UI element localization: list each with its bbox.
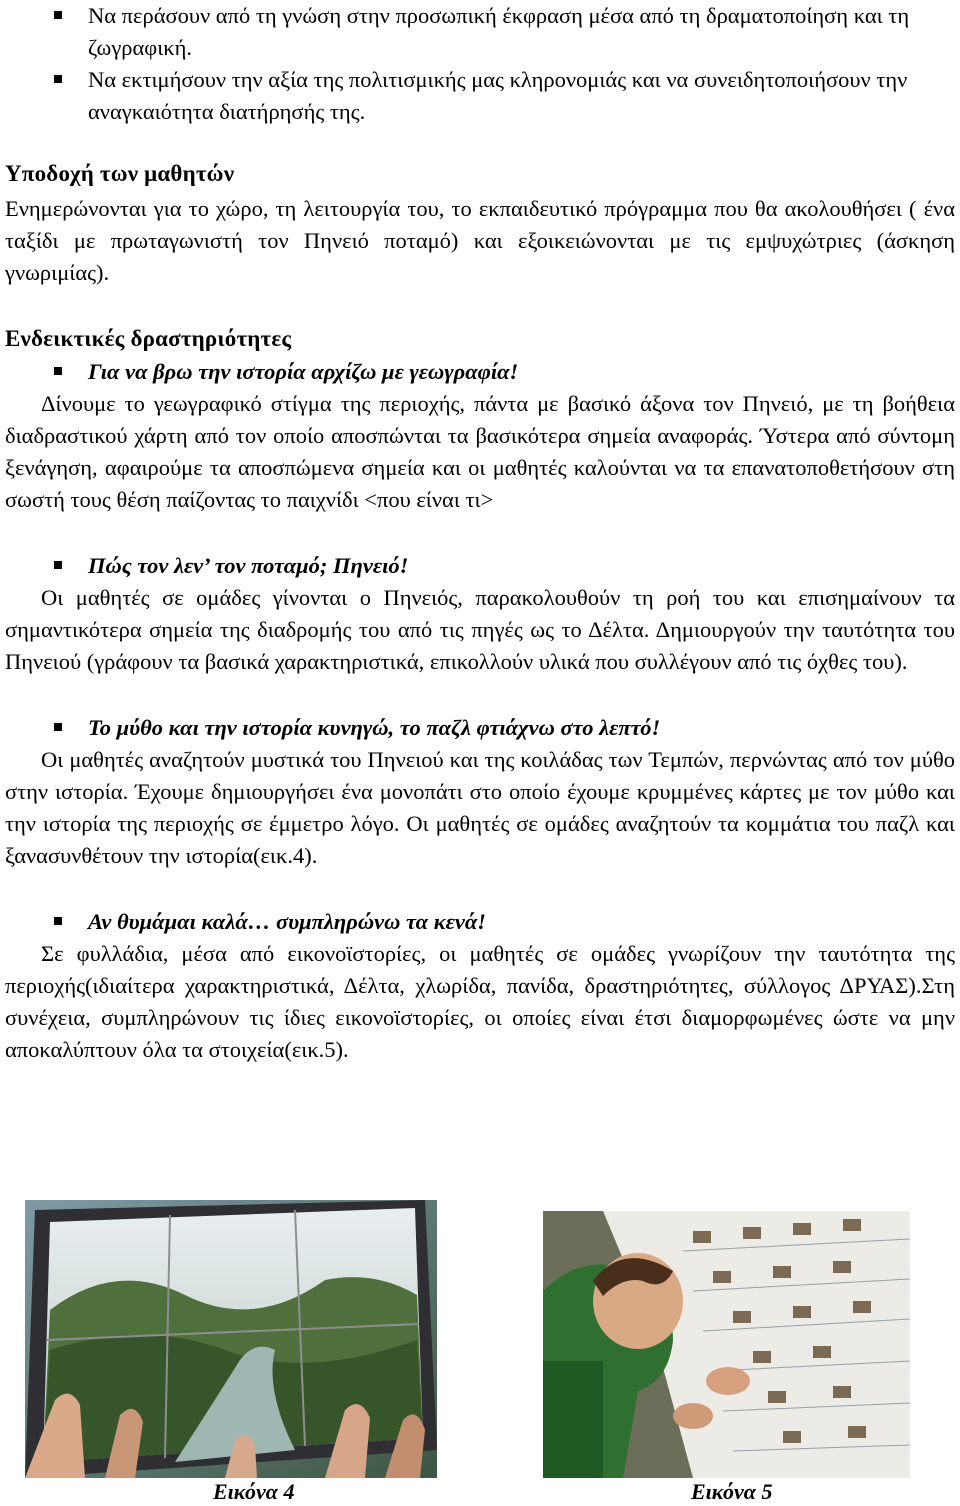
activities-heading: Ενδεικτικές δραστηριότητες [5, 326, 292, 351]
reception-heading: Υποδοχή των μαθητών [5, 161, 235, 186]
activity-2-heading: Πώς τον λεν’ τον ποταμό; Πηνειό! [5, 550, 955, 582]
reception-paragraph: Ενημερώνονται για το χώρο, τη λειτουργία του, το εκπαιδευτικό πρόγραμμα που θα ακολουθήσει ( ένα ταξίδι με πρωταγωνιστή τον Πηνειό ποταμό) και εξοικειώνονται με τις εμψυχώτριες (άσκηση γνωριμίας). [5, 196, 955, 285]
child-board-photo [543, 1211, 910, 1478]
poster-river-photo [25, 1200, 437, 1478]
intro-bullet-2: Να εκτιμήσουν την αξία της πολιτισμικής μας κληρονομιάς και να συνειδητοποιήσουν την αναγκαιότητα διατήρησής της. [5, 64, 955, 128]
figure-4-caption: Εικόνα 4 [213, 1479, 295, 1504]
figure-4-photo [25, 1200, 437, 1478]
figure-5-photo [543, 1211, 910, 1478]
intro-bullet-1: Να περάσουν από τη γνώση στην προσωπική έκφραση μέσα από τη δραματοποίηση και τη ζωγραφική. [5, 0, 955, 64]
figure-5-caption: Εικόνα 5 [691, 1479, 773, 1504]
activity-4-heading: Αν θυμάμαι καλά… συμπληρώνω τα κενά! [5, 906, 955, 938]
figures-row [5, 1200, 960, 1506]
activity-1-paragraph: Δίνουμε το γεωγραφικό στίγμα της περιοχής, πάντα με βασικό άξονα τον Πηνειό, με τη βοήθεια διαδραστικού χάρτη από τον οποίο αποσπώνται τα βασικότερα σημεία αναφοράς. Ύστερα από σύντομη ξενάγηση, αφαιρούμε τα αποσπώμενα σημεία και οι μαθητές καλούνται να τα επανατοποθετήσουν στη σωστή τους θέση παίζοντας το παιχνίδι <που είναι τι> [5, 391, 955, 512]
activity-2-paragraph: Οι μαθητές σε ομάδες γίνονται ο Πηνειός, παρακολουθούν τη ροή του και επισημαίνουν τα σημαντικότερα σημεία της διαδρομής του από τις πηγές ως το Δέλτα. Δημιουργούν την ταυτότητα του Πηνειού (γράφουν τα βασικά χαρακτηριστικά, επικολλούν υλικά που συλλέγουν από τις όχθες του). [5, 585, 955, 674]
activity-4-paragraph: Σε φυλλάδια, μέσα από εικονοϊστορίες, οι μαθητές σε ομάδες γνωρίζουν την ταυτότητα της περιοχής(ιδιαίτερα χαρακτηριστικά, Δέλτα, χλωρίδα, πανίδα, δραστηριότητες, σύλλογος ΔΡΥΑΣ).Στη συνέχεια, συμπληρώνουν τις ίδιες εικονοϊστορίες, οι οποίες είναι έτσι διαμορφωμένες ώστε να μην αποκαλύπτουν όλα τα στοιχεία(εικ.5). [5, 941, 955, 1062]
activity-1-heading: Για να βρω την ιστορία αρχίζω με γεωγραφία! [5, 356, 955, 388]
activity-3-paragraph: Οι μαθητές αναζητούν μυστικά του Πηνειού και της κοιλάδας των Τεμπών, περνώντας από τον μύθο στην ιστορία. Έχουμε δημιουργήσει ένα μονοπάτι στο οποίο έχουμε κρυμμένες κάρτες με τον μύθο και την ιστορία της περιοχής σε έμμετρο λόγο. Οι μαθητές σε ομάδες αναζητούν τα κομμάτια του παζλ και ξανασυνθέτουν την ιστορία(εικ.4). [5, 747, 955, 868]
activity-3-heading: Το μύθο και την ιστορία κυνηγώ, το παζλ φτιάχνω στο λεπτό! [5, 712, 955, 744]
